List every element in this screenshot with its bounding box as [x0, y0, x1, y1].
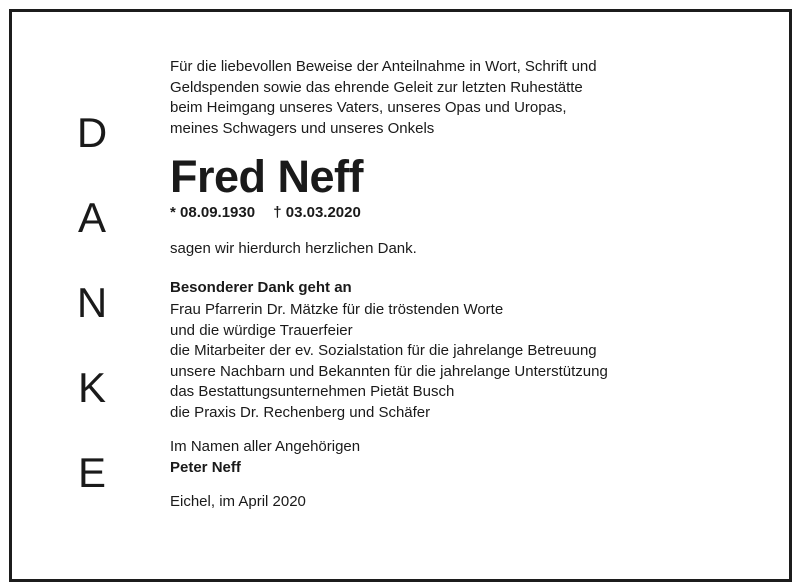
intro-paragraph: [170, 57, 730, 139]
death-date: † 03.03.2020: [273, 204, 361, 221]
special-thanks-line: die Mitarbeiter der ev. Sozialstation für die jahrelange Betreuung: [170, 342, 597, 359]
birth-date: * 08.09.1930: [170, 204, 256, 221]
thanks-line: sagen wir hierdurch herzlichen Dank.: [170, 240, 417, 257]
special-thanks-line: die Praxis Dr. Rechenberg und Schäfer: [170, 403, 431, 421]
special-thanks-heading: Besonderer Dank geht an: [170, 278, 352, 296]
special-thanks-line: und die würdige Trauerfeier: [170, 321, 353, 339]
danke-letter: N: [76, 279, 108, 326]
notice-content: [170, 57, 730, 513]
intro-line: meines Schwagers und unseres Onkels: [170, 119, 435, 137]
danke-letter: A: [77, 194, 106, 241]
intro-line: Für die liebevollen Beweise der Anteilnahme in Wort, Schrift und: [170, 58, 597, 75]
signer-name: Peter Neff: [170, 458, 241, 476]
special-thanks-line: unsere Nachbarn und Bekannten für die jahrelange Unterstützung: [170, 362, 608, 380]
place-date: Eichel, im April 2020: [170, 493, 306, 510]
special-thanks-list: [170, 300, 730, 423]
deceased-name: Fred Neff: [170, 151, 364, 202]
danke-letter: D: [76, 109, 108, 156]
special-thanks-line: Frau Pfarrerin Dr. Mätzke für die tröstenden Worte: [170, 301, 504, 318]
special-thanks-line: das Bestattungsunternehmen Pietät Busch: [170, 383, 455, 400]
life-dates: [170, 203, 730, 223]
signature-intro: Im Namen aller Angehörigen: [170, 438, 361, 455]
intro-line: Geldspenden sowie das ehrende Geleit zur letzten Ruhestätte: [170, 78, 583, 96]
danke-vertical-word: [62, 109, 122, 537]
danke-letter: E: [77, 449, 106, 496]
danke-letter: K: [77, 364, 106, 411]
intro-line: beim Heimgang unseres Vaters, unseres Opas und Uropas,: [170, 99, 567, 116]
